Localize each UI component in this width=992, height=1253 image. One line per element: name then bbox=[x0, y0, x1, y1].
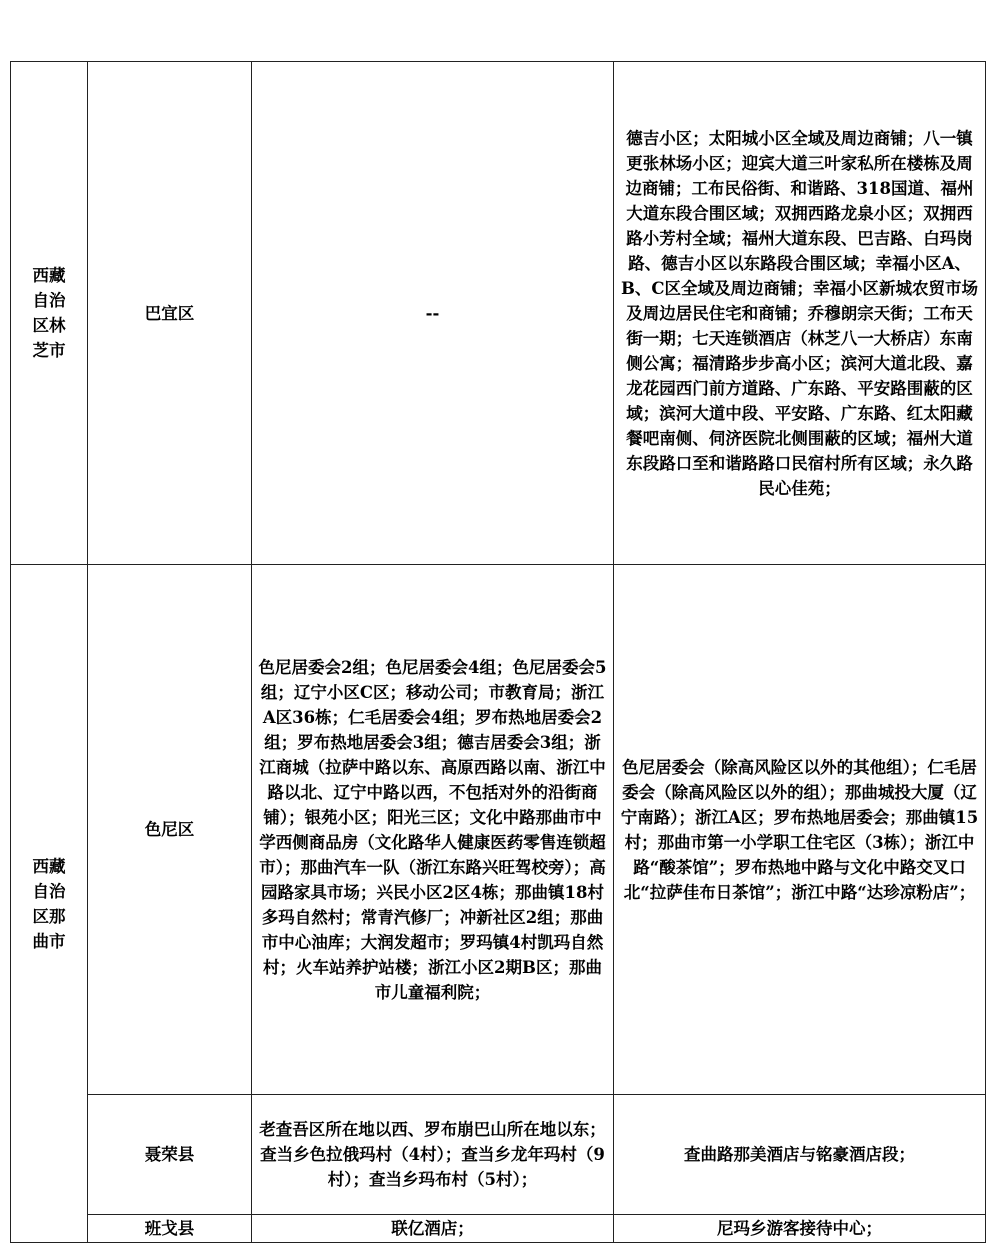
county-cell: 色尼区 bbox=[88, 565, 252, 1095]
region-line: 自治 bbox=[32, 291, 66, 310]
county-cell: 聂荣县 bbox=[88, 1095, 252, 1215]
medium-risk-cell: 尼玛乡游客接待中心； bbox=[614, 1215, 986, 1243]
high-risk-cell: 联亿酒店； bbox=[252, 1215, 614, 1243]
county-cell: 巴宜区 bbox=[88, 62, 252, 565]
region-line: 芝市 bbox=[32, 341, 66, 360]
medium-risk-cell: 查曲路那美酒店与铭豪酒店段； bbox=[614, 1095, 986, 1215]
region-cell-nagqu bbox=[11, 565, 88, 1243]
high-risk-cell: 色尼居委会2组；色尼居委会4组；色尼居委会5组；辽宁小区C区；移动公司；市教育局；浙江A区36栋；仁毛居委会4组；罗布热地居委会2组；罗布热地居委会3组；德吉居委会3组；浙江商城（拉萨中路以东、高原西路以南、浙江中路以北、辽宁中路以西，不包括对外的沿街商铺）；银苑小区；阳光三区；文化中路那曲市中学西侧商品房（文化路华人健康医药零售连锁超市）；那曲汽车一队（浙江东路兴旺驾校旁）；高园路家具市场；兴民小区2区4栋；那曲镇18村多玛自然村；常青汽修厂；冲新社区2组；那曲市中心油库；大润发超市；罗玛镇4村凯玛自然村；火车站养护站楼；浙江小区2期B区；那曲市儿童福利院； bbox=[252, 565, 614, 1095]
table-row bbox=[11, 1215, 986, 1243]
region-line: 自治 bbox=[32, 881, 66, 901]
table-row bbox=[11, 565, 986, 1095]
high-risk-cell: 老查吾区所在地以西、罗布崩巴山所在地以东；查当乡色拉俄玛村（4村）；查当乡龙年玛村（9村）；查当乡玛布村（5村）； bbox=[252, 1095, 614, 1215]
region-line: 区林 bbox=[32, 316, 66, 335]
high-risk-cell: -- bbox=[252, 62, 614, 565]
medium-risk-cell: 色尼居委会（除高风险区以外的其他组）；仁毛居委会（除高风险区以外的组）；那曲城投大厦（辽宁南路）；浙江A区；罗布热地居委会；那曲镇15村；那曲市第一小学职工住宅区（3栋）；浙江中路“酸茶馆”；罗布热地中路与文化中路交叉口北“拉萨佳布日茶馆”；浙江中路“达珍凉粉店”； bbox=[614, 565, 986, 1095]
region-line: 西藏 bbox=[32, 266, 66, 285]
region-line: 西藏 bbox=[32, 856, 66, 876]
table-row bbox=[11, 1095, 986, 1215]
region-line: 区那 bbox=[32, 906, 66, 926]
risk-area-table bbox=[10, 61, 986, 1243]
medium-risk-cell: 德吉小区；太阳城小区全域及周边商铺；八一镇更张林场小区；迎宾大道三叶家私所在楼栋及周边商铺；工布民俗街、和谐路、318国道、福州大道东段合围区域；双拥西路龙泉小区；双拥西路小芳村全域；福州大道东段、巴吉路、白玛岗路、德吉小区以东路段合围区域；幸福小区A、B、C区全域及周边商铺；幸福小区新城农贸市场及周边居民住宅和商铺；乔穆朗宗天街；工布天街一期；七天连锁酒店（林芝八一大桥店）东南侧公寓；福清路步步高小区；滨河大道北段、嘉龙花园西门前方道路、广东路、平安路围蔽的区域；滨河大道中段、平安路、广东路、红太阳藏餐吧南侧、伺济医院北侧围蔽的区域；福州大道东段路口至和谐路路口民宿村所有区域；永久路民心佳苑； bbox=[614, 62, 986, 565]
table-row bbox=[11, 62, 986, 565]
region-cell-linzhi bbox=[11, 62, 88, 565]
county-cell: 班戈县 bbox=[88, 1215, 252, 1243]
region-line: 曲市 bbox=[32, 931, 66, 951]
